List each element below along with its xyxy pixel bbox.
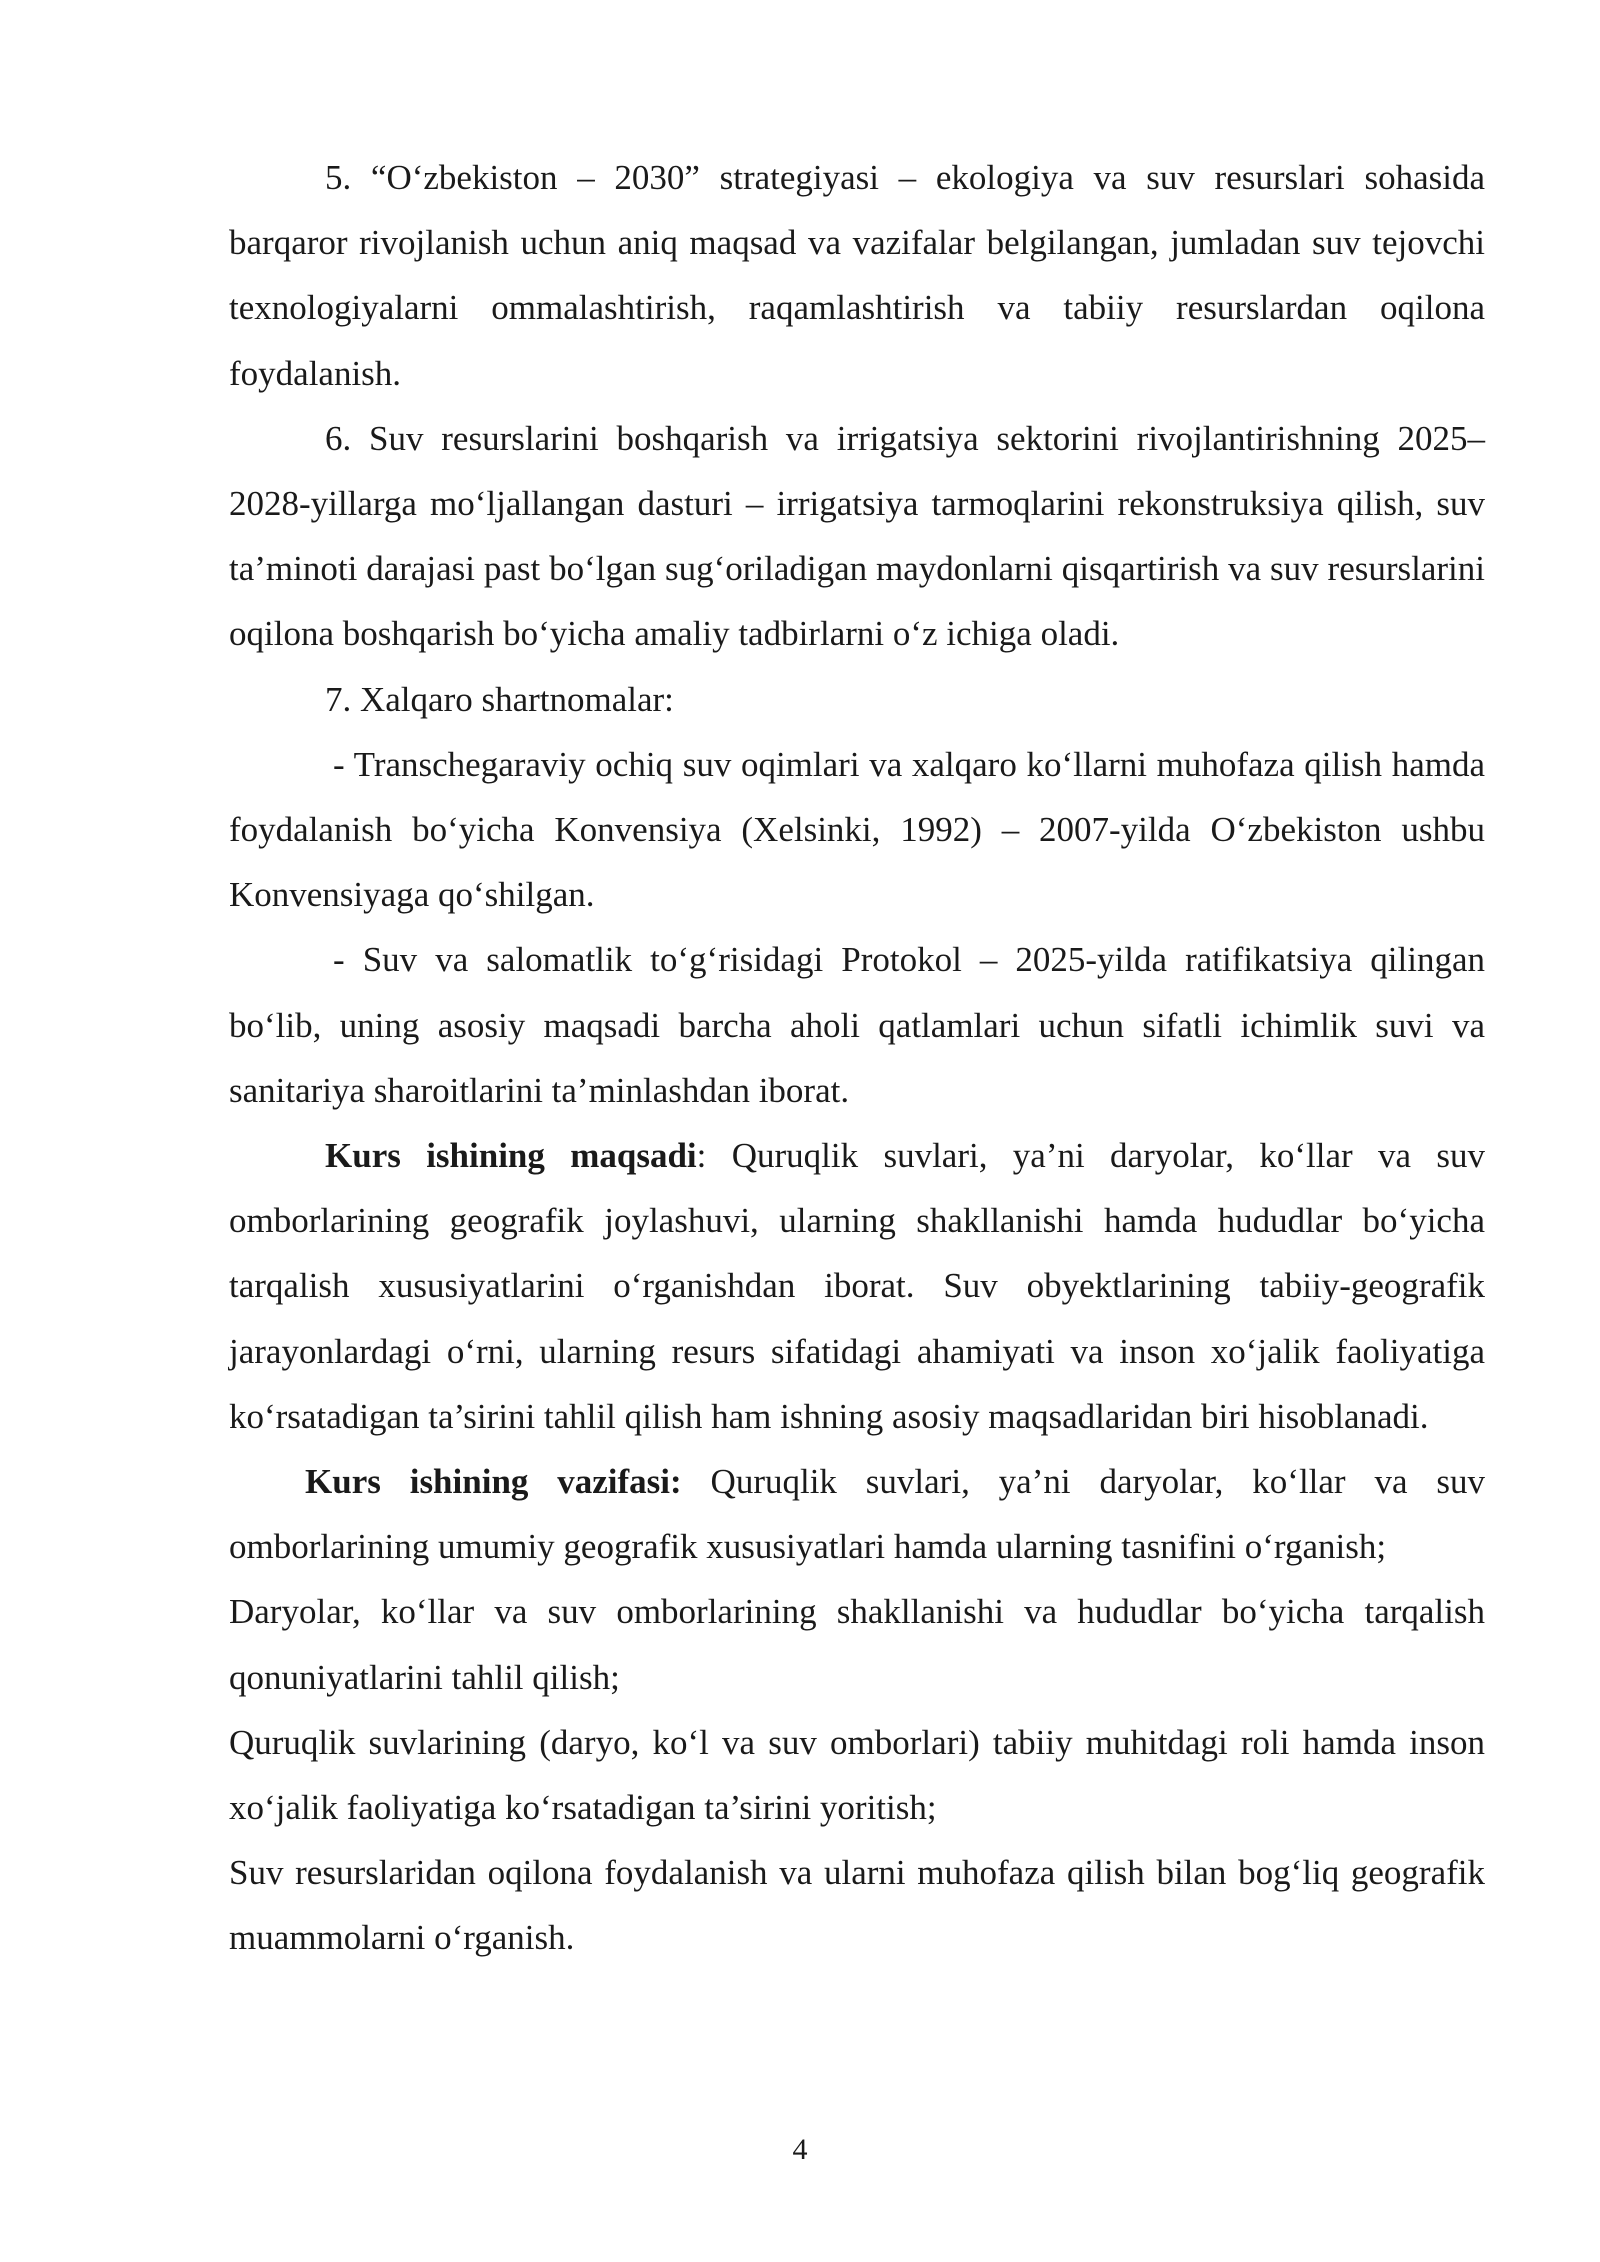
paragraph-text: : Quruqlik suvlari, ya’ni daryolar, ko‘llar va suv omborlarining geografik joylashuvi, ularning shakllanishi hamda hududlar bo‘yicha tarqalish xususiyatlarini o‘rganishdan iborat. Suv obyektlarining tabiiy-geografik jarayonlardagi o‘rni, ularning resurs sifatidagi ahamiyati va inson xo‘jalik faoliyatiga ko‘rsatadigan ta’sirini tahlil qilish ham ishning asosiy maqsadlaridan biri hisoblanadi. <box>229 1136 1485 1436</box>
paragraph-course-tasks <box>229 1449 1485 1579</box>
task-item-protection <box>229 1840 1485 1970</box>
paragraph-text: - Suv va salomatlik to‘g‘risidagi Protokol – 2025-yilda ratifikatsiya qilingan bo‘lib, uning asosiy maqsadi barcha aholi qatlamlari uchun sifatli ichimlik suvi va sanitariya sharoitlarini ta’minlashdan iborat. <box>229 940 1485 1110</box>
paragraph-text: 6. Suv resurslarini boshqarish va irrigatsiya sektorini rivojlantirishning 2025–2028-yillarga mo‘ljallangan dasturi – irrigatsiya tarmoqlarini rekonstruksiya qilish, suv ta’minoti darajasi past bo‘lgan sug‘oriladigan maydonlarni qisqartirish va suv resurslarini oqilona boshqarish bo‘yicha amaliy tadbirlarni o‘z ichiga oladi. <box>229 418 1485 654</box>
paragraph-strategy-2030 <box>229 145 1485 406</box>
task-item-role <box>229 1710 1485 1840</box>
paragraph-course-goal <box>229 1123 1485 1449</box>
paragraph-water-program <box>229 406 1485 667</box>
paragraph-text: Quruqlik suvlarining (daryo, ko‘l va suv omborlari) tabiiy muhitdagi roli hamda inson xo‘jalik faoliyatiga ko‘rsatadigan ta’sirini yoritish; <box>229 1722 1485 1828</box>
paragraph-text: 7. Xalqaro shartnomalar: <box>325 679 674 719</box>
paragraph-text: - Transchegaraviy ochiq suv oqimlari va xalqaro ko‘llarni muhofaza qilish hamda foydalanish bo‘yicha Konvensiya (Xelsinki, 1992) – 2007-yilda O‘zbekiston ushbu Konvensiyaga qo‘shilgan. <box>229 744 1485 915</box>
paragraph-text: Quruqlik suvlari, ya’ni daryolar, ko‘llar va suv omborlarining umumiy geografik xususiyatlari hamda ularning tasnifini o‘rganish; <box>229 1462 1485 1567</box>
course-goal-heading: Kurs ishining maqsadi <box>325 1136 697 1176</box>
paragraph-international-treaties <box>229 667 1485 732</box>
paragraph-text: 5. “O‘zbekiston – 2030” strategiyasi – ekologiya va suv resurslari sohasida barqaror rivojlanish uchun aniq maqsad va vazifalar belgilangan, jumladan suv tejovchi texnologiyalarni ommalashtirish, raqamlashtirish va tabiiy resurslardan oqilona foydalanish. <box>229 158 1485 393</box>
document-body <box>229 145 1485 1971</box>
paragraph-text: Suv resurslaridan oqilona foydalanish va ularni muhofaza qilish bilan bog‘liq geografik muammolarni o‘rganish. <box>229 1853 1485 1958</box>
paragraph-helsinki-convention <box>229 732 1485 928</box>
paragraph-water-health-protocol <box>229 927 1485 1123</box>
page-number: 4 <box>792 2133 808 2166</box>
paragraph-text: Daryolar, ko‘llar va suv omborlarining shakllanishi va hududlar bo‘yicha tarqalish qonuniyatlarini tahlil qilish; <box>229 1592 1485 1697</box>
course-tasks-heading: Kurs ishining vazifasi: <box>305 1462 682 1502</box>
task-item-formation <box>229 1579 1485 1709</box>
